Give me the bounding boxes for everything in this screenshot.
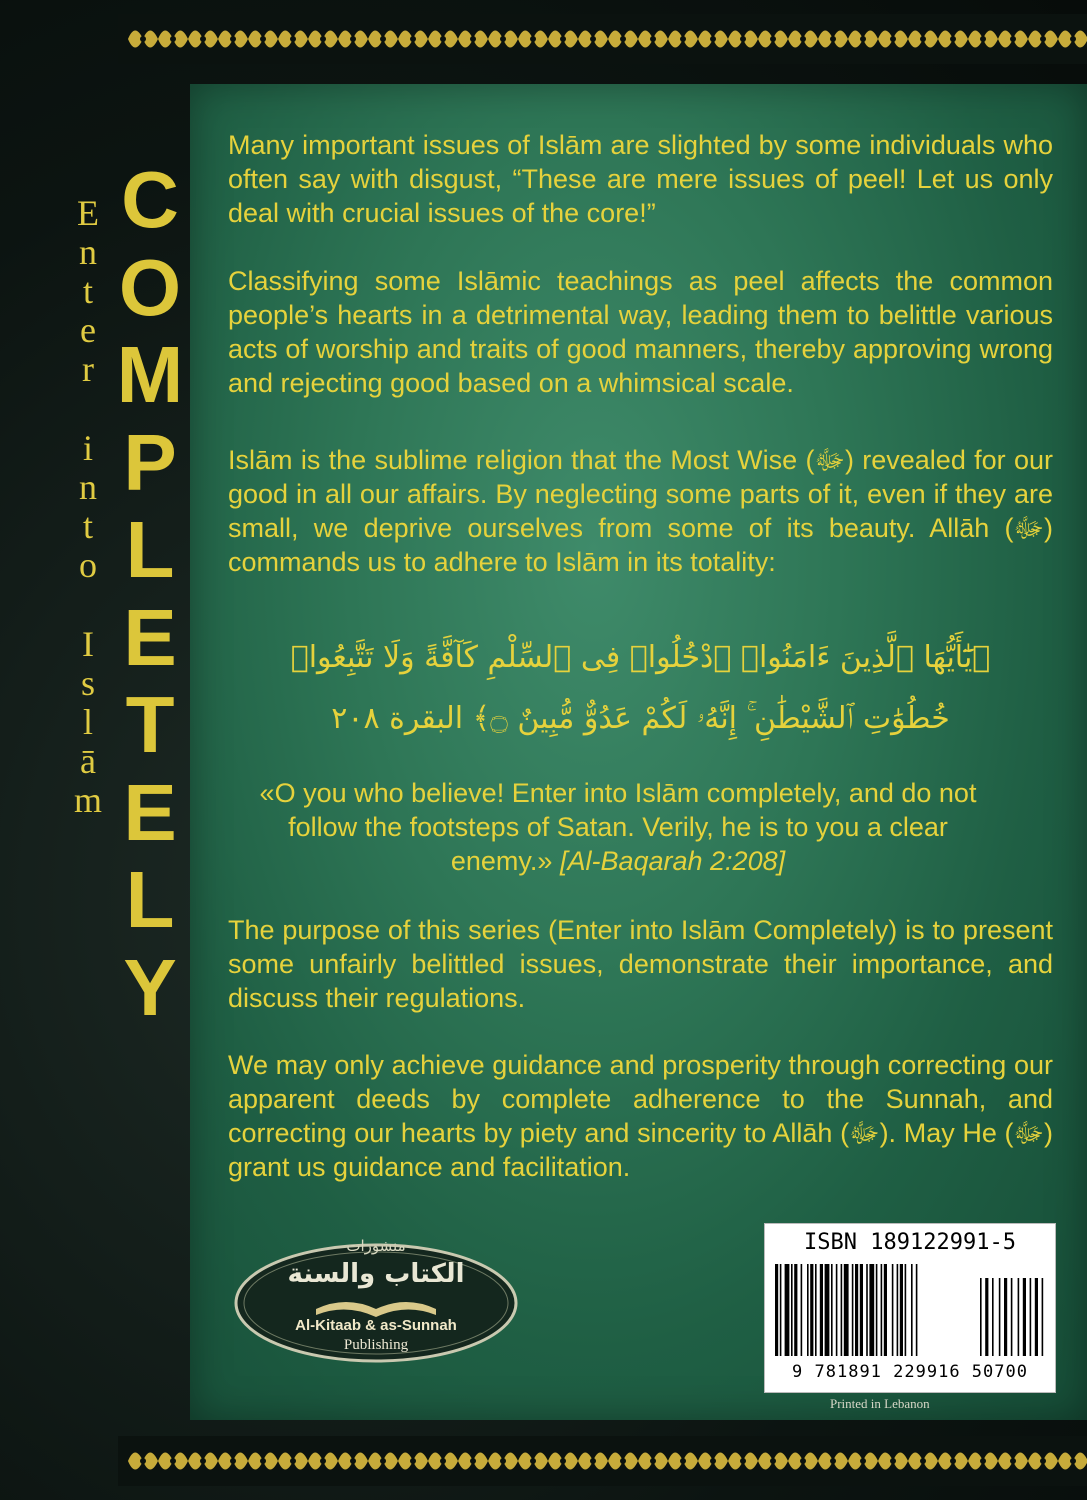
barcode-bar	[911, 1264, 913, 1356]
ornament-dot	[230, 36, 236, 42]
verse-translation-text: «O you who believe! Enter into Islām completely, and do not follow the footsteps of Satan. Verily, he is to you a clear enemy.»	[259, 778, 977, 876]
barcode-bar	[855, 1264, 858, 1356]
paragraph-5: We may only achieve guidance and prosperity through correcting our apparent deeds by complete adherence to the Sunnah, and correcting our hearts by piety and sincerity to Allāh (ﷻ). May He (ﷻ) grant us guidance and facilitation.	[228, 1050, 1053, 1182]
ornament-dot	[380, 36, 386, 42]
ornament-dot	[590, 36, 596, 42]
ornament-dot	[140, 36, 146, 42]
ornament-dot	[500, 1458, 506, 1464]
bottom-ornament-border	[118, 1436, 1087, 1486]
ornament-dot	[1010, 1458, 1016, 1464]
ornament-dot	[320, 1458, 326, 1464]
barcode-bar	[905, 1264, 907, 1356]
ornament-dot	[830, 36, 836, 42]
publisher-arabic-name: الكتاب والسنة	[287, 1259, 465, 1289]
ornament-dot	[980, 1458, 986, 1464]
barcode-bar	[892, 1264, 894, 1356]
barcode-bar	[1004, 1278, 1007, 1356]
side-title-small-letter: t	[82, 271, 93, 311]
ornament-dot	[980, 36, 986, 42]
barcode-bar	[884, 1264, 887, 1356]
side-title-completely	[110, 155, 190, 1035]
ornament-dot	[800, 1458, 806, 1464]
side-title-big-letter: T	[125, 680, 175, 769]
side-title-big-letter: E	[123, 592, 177, 682]
side-title-enter-into-islam	[68, 195, 108, 821]
ornament-dot	[260, 36, 266, 42]
ornament-dot	[950, 1458, 956, 1464]
publisher-logo	[232, 1235, 520, 1365]
barcode-bar	[794, 1264, 797, 1356]
ornament-dot	[1040, 36, 1046, 42]
barcode-bar	[897, 1264, 899, 1356]
ornament-dot	[440, 1458, 446, 1464]
ornament-dot	[350, 36, 356, 42]
ornament-dot	[290, 1458, 296, 1464]
ornament-dot	[350, 1458, 356, 1464]
barcode-bar	[1042, 1278, 1044, 1356]
paragraph-1: Many important issues of Islām are slighted by some individuals who often say with disgust, “These are mere issues of peel! Let us only deal with crucial issues of the core!”	[228, 130, 1053, 228]
barcode-bar	[1011, 1278, 1013, 1356]
side-title-small-letter: n	[79, 232, 97, 272]
barcode-bar	[916, 1264, 918, 1356]
ornament-dot	[470, 1458, 476, 1464]
ornament-dot	[1070, 36, 1076, 42]
barcode-bar	[836, 1264, 838, 1356]
side-title-small-letter: t	[82, 506, 93, 546]
side-title-small-letter: s	[80, 663, 95, 703]
ornament-dot	[200, 36, 206, 42]
ornament-dot	[380, 1458, 386, 1464]
ornament-dot	[650, 36, 656, 42]
publisher-subtitle: Publishing	[343, 1337, 409, 1353]
barcode-bar	[1018, 1278, 1020, 1356]
ornament-dot	[950, 36, 956, 42]
barcode-number: 9 781891 229916 50700	[792, 1362, 1028, 1382]
ornament-dot	[860, 36, 866, 42]
paragraph-3: Islām is the sublime religion that the Most Wise (ﷻ) revealed for our good in all our affairs. By neglecting some parts of it, even if they are small, we deprive ourselves from some of its beauty. Allāh (ﷻ) commands us to adhere to Islām in its totality:	[228, 445, 1053, 577]
ornament-dot	[830, 1458, 836, 1464]
ornament-dot	[230, 1458, 236, 1464]
printed-in-label: Printed in Lebanon	[830, 1396, 930, 1411]
ornament-dot	[1010, 36, 1016, 42]
side-title-small-letter: e	[80, 310, 96, 350]
verse-arabic-line-2: خُطُوَٰتِ ٱلشَّيْطَٰنِ ۚ إِنَّهُۥ لَكُمْ عَدُوٌّ مُّبِينٌ ۝﴾ البقرة ٢٠٨	[331, 701, 950, 736]
side-title-small-letter: i	[82, 428, 93, 468]
ornament-dot	[530, 36, 536, 42]
side-title-big-letter: L	[125, 855, 175, 944]
side-title-big-letter: E	[123, 767, 177, 857]
ornament-dot	[470, 36, 476, 42]
ornament-dot	[530, 1458, 536, 1464]
barcode-bar	[1030, 1278, 1032, 1356]
ornament-dot	[410, 1458, 416, 1464]
ornament-dot	[590, 1458, 596, 1464]
ornament-dot	[680, 1458, 686, 1464]
ornament-dot	[710, 1458, 716, 1464]
ornament-dot	[440, 36, 446, 42]
side-title-small-letter: l	[82, 702, 93, 742]
barcode-bar	[980, 1278, 982, 1356]
side-title-big-letter: L	[125, 505, 175, 594]
barcode-bar	[820, 1264, 823, 1356]
ornament-dot	[770, 36, 776, 42]
verse-arabic-line-1: ﴿يَٰٓأَيُّهَا ٱلَّذِينَ ءَامَنُوا۟ ٱدْخُلُوا۟ فِى ٱلسِّلْمِ كَآفَّةً وَلَا تَتَّبِعُوا۟	[290, 640, 991, 675]
barcode-bar	[775, 1264, 778, 1356]
ornament-dot	[260, 1458, 266, 1464]
ornament-dot	[290, 36, 296, 42]
barcode-bar	[841, 1264, 843, 1356]
barcode-icon	[775, 1264, 1045, 1360]
side-title-small-letter: I	[82, 624, 94, 664]
side-title-big-letter: P	[123, 417, 177, 507]
ornament-dot	[890, 36, 896, 42]
ornament-dot	[740, 1458, 746, 1464]
ornament-dot	[1070, 1458, 1076, 1464]
barcode-bar	[860, 1264, 863, 1356]
side-title-small-letter: m	[73, 780, 102, 820]
barcode-bar	[985, 1278, 988, 1356]
isbn-label: ISBN 189122991-5	[804, 1230, 1016, 1255]
barcode-bar	[780, 1264, 782, 1356]
barcode-bar	[852, 1264, 854, 1356]
barcode-bar	[900, 1264, 903, 1356]
verse-translation	[248, 776, 988, 878]
ornament-dot	[620, 1458, 626, 1464]
ornament-dot	[740, 36, 746, 42]
ornament-dot	[890, 1458, 896, 1464]
publisher-english-name: Al-Kitaab & as-Sunnah	[295, 1317, 457, 1334]
ornament-dot	[770, 1458, 776, 1464]
side-title-small-letter: o	[79, 545, 97, 585]
ornament-dot	[920, 1458, 926, 1464]
ornament-dot	[620, 36, 626, 42]
ornament-dot	[560, 1458, 566, 1464]
ornament-dot	[710, 36, 716, 42]
barcode-bar	[801, 1264, 803, 1356]
side-title-big-letter: C	[121, 155, 179, 244]
side-title-small-letter: r	[82, 349, 94, 389]
barcode-bar	[831, 1264, 833, 1356]
barcode-bar	[825, 1264, 830, 1356]
barcode-bar	[869, 1264, 874, 1356]
barcode-bar	[866, 1264, 868, 1356]
paragraph-4: The purpose of this series (Enter into Islām Completely) is to present some unfairly belittled issues, demonstrate their importance, and discuss their regulations.	[228, 915, 1053, 1013]
side-title-big-letter: O	[118, 242, 182, 332]
ornament-dot	[200, 1458, 206, 1464]
ornament-dot	[170, 1458, 176, 1464]
barcode-bar	[785, 1264, 790, 1356]
ornament-dot	[170, 36, 176, 42]
barcode-bar	[999, 1278, 1001, 1356]
barcode-bar	[876, 1264, 878, 1356]
barcode-bar	[1023, 1278, 1026, 1356]
ornament-dot	[680, 36, 686, 42]
isbn-barcode-box	[764, 1223, 1056, 1393]
ornament-dot	[650, 1458, 656, 1464]
ornament-dot	[920, 36, 926, 42]
verse-reference: [Al-Baqarah 2:208]	[559, 846, 786, 876]
ornament-dot	[140, 1458, 146, 1464]
side-title-small-letter: ā	[80, 741, 96, 781]
ornament-dot	[410, 36, 416, 42]
ornament-dot	[320, 36, 326, 42]
barcode-bar	[844, 1264, 849, 1356]
barcode-bar	[881, 1264, 883, 1356]
publisher-arabic-top: منشورات	[346, 1237, 406, 1255]
side-title-small-letter: n	[79, 467, 97, 507]
side-title-small-letter: E	[77, 193, 99, 233]
ornament-dot	[560, 36, 566, 42]
barcode-bar	[810, 1264, 813, 1356]
barcode-bar	[791, 1264, 793, 1356]
barcode-bar	[807, 1264, 809, 1356]
ornament-dot	[800, 36, 806, 42]
side-title-big-letter: M	[116, 330, 184, 419]
ornament-dot	[500, 36, 506, 42]
paragraph-2: Classifying some Islāmic teachings as peel affects the common people’s hearts in a detrimental way, leading them to belittle various acts of worship and traits of good manners, thereby approving wrong and rejecting good based on a whimsical scale.	[228, 266, 1053, 398]
barcode-bar	[1035, 1278, 1038, 1356]
ornament-dot	[1040, 1458, 1046, 1464]
side-title-big-letter: Y	[123, 942, 177, 1032]
barcode-bar	[992, 1278, 994, 1356]
top-ornament-border	[118, 14, 1087, 64]
barcode-bar	[815, 1264, 817, 1356]
ornament-dot	[860, 1458, 866, 1464]
